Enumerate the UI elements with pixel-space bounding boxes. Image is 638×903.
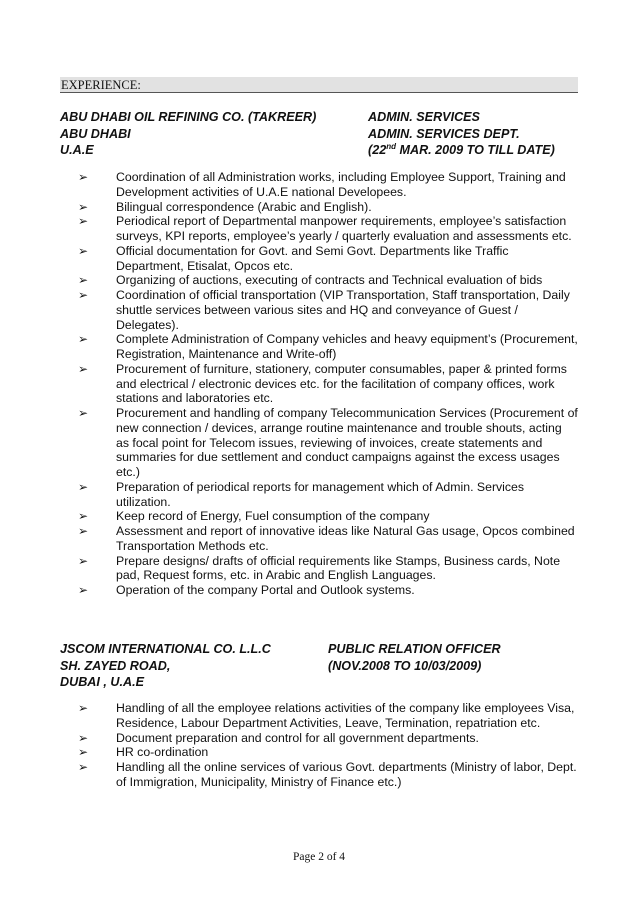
bullet-arrow-icon: ➢ [78,583,89,597]
duty-text: Official documentation for Govt. and Semi Govt. Departments like Traffic Department, Etisalat, Opcos etc. [116,243,509,273]
bullet-arrow-icon: ➢ [78,479,89,494]
employer-name: ABU DHABI OIL REFINING CO. (TAKREER) [60,110,317,124]
duty-text: Handling of all the employee relations activities of the company like employees Visa, Residence, Labour Department Activities, Leave, Termination, repatriation etc. [116,701,575,730]
date-prefix: (22 [368,143,387,158]
bullet-arrow-icon: ➢ [78,273,89,288]
duty-text: Preparation of periodical reports for management which of Admin. Services utilization. [116,479,525,509]
bullet-arrow-icon: ➢ [78,553,89,568]
bullet-arrow-icon: ➢ [78,214,89,229]
duty-text: Operation of the company Portal and Outlook systems. [116,583,415,597]
duty-item [78,214,578,244]
bullet-arrow-icon: ➢ [78,199,89,214]
duty-text: Periodical report of Departmental manpower requirements, employee’s satisfaction surveys, KPI reports, employee’s yearly / quarterly evaluation and assessments etc. [116,214,572,243]
duty-item [78,745,578,760]
employment-dates: (NOV.2008 TO 10/03/2009) [328,658,482,673]
page-number: Page 2 of 4 [292,851,346,863]
date-ordinal: nd [386,142,396,151]
employer-address: SH. ZAYED ROAD, [60,658,171,673]
employer-name: JSCOM INTERNATIONAL CO. L.L.C [60,642,271,656]
duty-text: HR co-ordination [116,745,209,760]
bullet-arrow-icon: ➢ [78,170,89,184]
bullet-arrow-icon: ➢ [78,745,89,760]
employer-city: ABU DHABI [60,126,131,141]
employer-country: U.A.E [60,143,94,158]
duty-item [78,406,578,480]
duty-item [78,244,578,274]
duty-item [78,200,578,215]
duty-text: Coordination of official transportation (VIP Transportation, Staff transportation, Daily shuttle services between various sites and HQ and conveyance of Guest / Delegates). [116,288,570,332]
bullet-arrow-icon: ➢ [78,730,89,745]
duty-text: Procurement of furniture, stationery, computer consumables, paper & printed forms and electrical / electronic devices etc. for the facilitation of company offices, work stations and laboratories etc. [116,361,567,406]
date-suffix: MAR. 2009 TO TILL DATE) [395,143,555,158]
duty-item [78,362,578,406]
duty-item [78,760,578,790]
bullet-arrow-icon: ➢ [78,760,89,774]
duties-list-takreer [78,170,578,598]
duty-text: Bilingual correspondence (Arabic and English). [116,199,372,214]
bullet-arrow-icon: ➢ [78,243,89,258]
job-title: PUBLIC RELATION OFFICER [328,642,501,656]
duty-item [78,524,578,554]
duty-item [78,332,578,362]
duty-text: Handling all the online services of various Govt. departments (Ministry of labor, Dept. of Immigration, Municipality, Ministry of Finance etc.) [116,760,577,789]
duty-item [78,554,578,584]
duty-item [78,480,578,510]
employer-city: DUBAI , U.A.E [60,675,144,690]
department: ADMIN. SERVICES DEPT. [368,126,520,141]
bullet-arrow-icon: ➢ [78,361,89,376]
duty-item [78,288,578,332]
employment-dates [368,142,555,159]
duty-text: Organizing of auctions, executing of contracts and Technical evaluation of bids [116,273,543,288]
duty-text: Procurement and handling of company Telecommunication Services (Procurement of new connection / devices, arrange routine maintenance and trouble shouts, acting as focal point for Telecom issues, reviewing of invoices, create statements and summaries for due settlement and conduct campaigns against the excess usages etc.) [116,406,578,479]
duty-item [78,701,578,731]
duty-item [78,731,578,746]
bullet-arrow-icon: ➢ [78,509,89,524]
job-title: ADMIN. SERVICES [368,110,480,124]
duties-list-jscom [78,701,578,790]
bullet-arrow-icon: ➢ [78,701,89,715]
bullet-arrow-icon: ➢ [78,406,89,420]
duty-text: Document preparation and control for all government departments. [116,730,479,745]
employer-block-takreer [60,109,580,159]
duty-text: Assessment and report of innovative ideas like Natural Gas usage, Opcos combined Transportation Methods etc. [116,524,575,553]
duty-item [78,509,578,524]
duty-text: Prepare designs/ drafts of official requirements like Stamps, Business cards, Note pad, Request forms, etc. in Arabic and English Languages. [116,553,561,583]
duty-text: Keep record of Energy, Fuel consumption of the company [116,509,430,524]
duty-text: Complete Administration of Company vehicles and heavy equipment’s (Procurement, Registration, Maintenance and Write-off) [116,332,578,361]
bullet-arrow-icon: ➢ [78,288,89,302]
bullet-arrow-icon: ➢ [78,524,89,538]
duty-item [78,583,578,598]
duty-item [78,170,578,200]
duty-text: Coordination of all Administration works, including Employee Support, Training and Development activities of U.A.E national Developees. [116,170,566,199]
employer-block-jscom [60,641,580,691]
duty-item [78,273,578,288]
bullet-arrow-icon: ➢ [78,332,89,347]
section-heading-experience: EXPERIENCE: [60,77,578,93]
